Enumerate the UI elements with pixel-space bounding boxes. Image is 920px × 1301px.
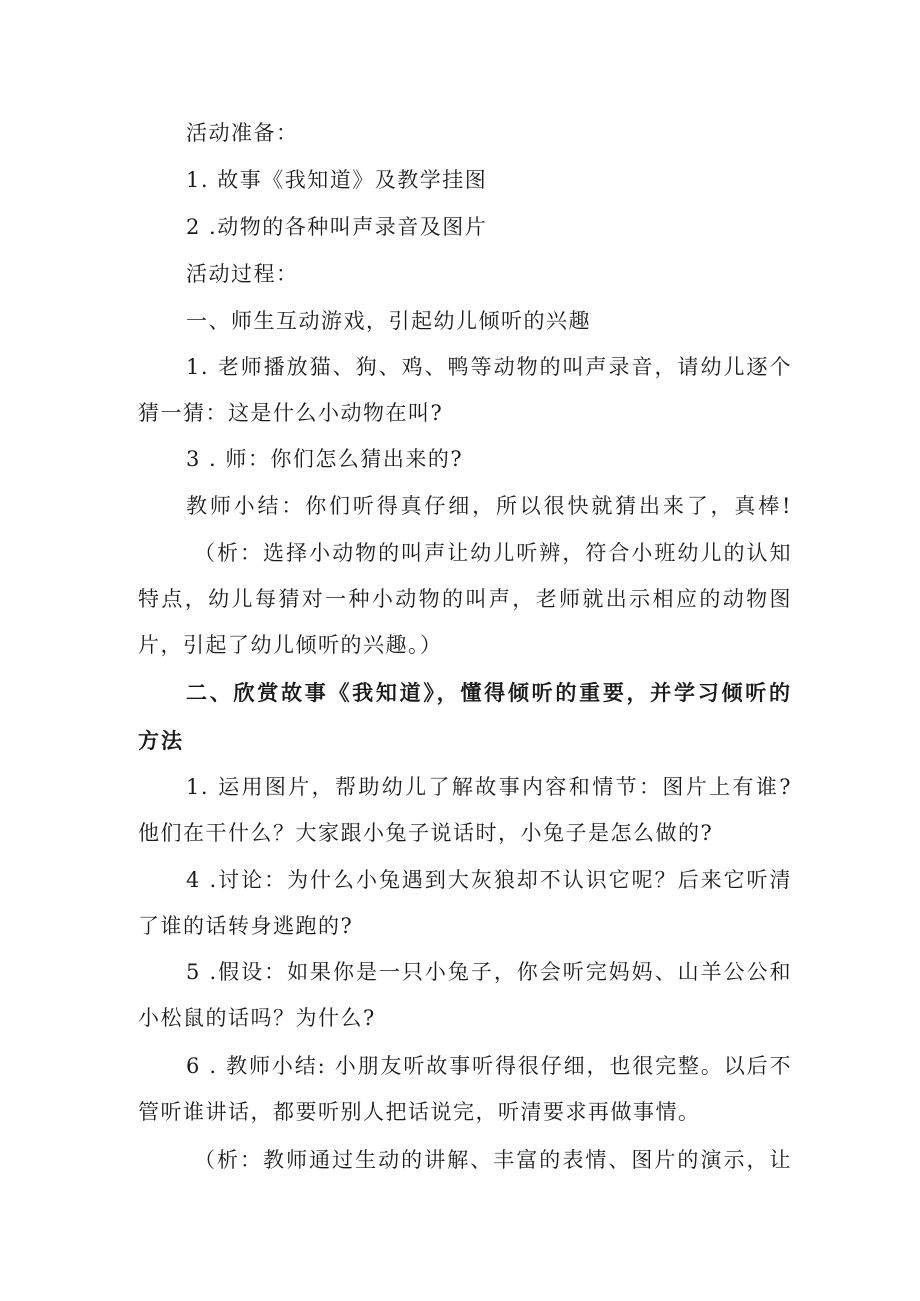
section-2-title-line-1: 二、欣赏故事《我知道》，懂得倾听的重要，并学习倾听的 [186, 681, 792, 705]
process-heading: 活动过程： [186, 262, 299, 286]
s1-item-3: 3 . 师：你们怎么猜出来的? [186, 447, 464, 471]
section-2-title-line-2: 方法 [138, 729, 184, 753]
s1-analysis-line-3: 片，引起了幼儿倾听的兴趣。） [138, 633, 443, 657]
s2-item-4-line-1: 4 .讨论：为什么小兔遇到大灰狼却不认识它呢？后来它听清 [186, 868, 792, 892]
s2-item-1-line-2: 他们在干什么？大家跟小兔子说话时，小兔子是怎么做的? [138, 821, 714, 845]
s1-item-1-line-1: 1. 老师播放猫、狗、鸡、鸭等动物的叫声录音，请幼儿逐个 [186, 355, 792, 379]
prep-item-1: 1. 故事《我知道》及教学挂图 [186, 168, 488, 192]
section-1-title: 一、师生互动游戏，引起幼儿倾听的兴趣 [186, 309, 591, 333]
s2-item-6-line-2: 管听谁讲话，都要听别人把话说完，听清要求再做事情。 [138, 1100, 701, 1124]
s2-item-5-line-1: 5 .假设：如果你是一只小兔子，你会听完妈妈、山羊公公和 [186, 960, 792, 984]
s2-item-4-line-2: 了谁的话转身逃跑的? [138, 914, 354, 938]
s1-analysis-line-1: （析：选择小动物的叫声让幼儿听辨，符合小班幼儿的认知 [194, 541, 792, 565]
prep-item-2: 2 .动物的各种叫声录音及图片 [186, 215, 488, 239]
prep-heading: 活动准备： [186, 121, 299, 145]
s1-analysis-line-2: 特点，幼儿每猜对一种小动物的叫声，老师就出示相应的动物图 [138, 587, 792, 611]
s2-item-1-line-1: 1. 运用图片，帮助幼儿了解故事内容和情节：图片上有谁? [186, 775, 792, 799]
s2-item-5-line-2: 小松鼠的话吗？为什么? [138, 1006, 376, 1030]
s1-summary: 教师小结：你们听得真仔细，所以很快就猜出来了，真棒! [186, 494, 792, 518]
s2-analysis-line-1: （析：教师通过生动的讲解、丰富的表情、图片的演示，让 [194, 1148, 792, 1172]
s1-item-1-line-2: 猜一猜：这是什么小动物在叫? [138, 401, 444, 425]
s2-item-6-line-1: 6 . 教师小结: 小朋友听故事听得很仔细，也很完整。以后不 [186, 1054, 792, 1078]
